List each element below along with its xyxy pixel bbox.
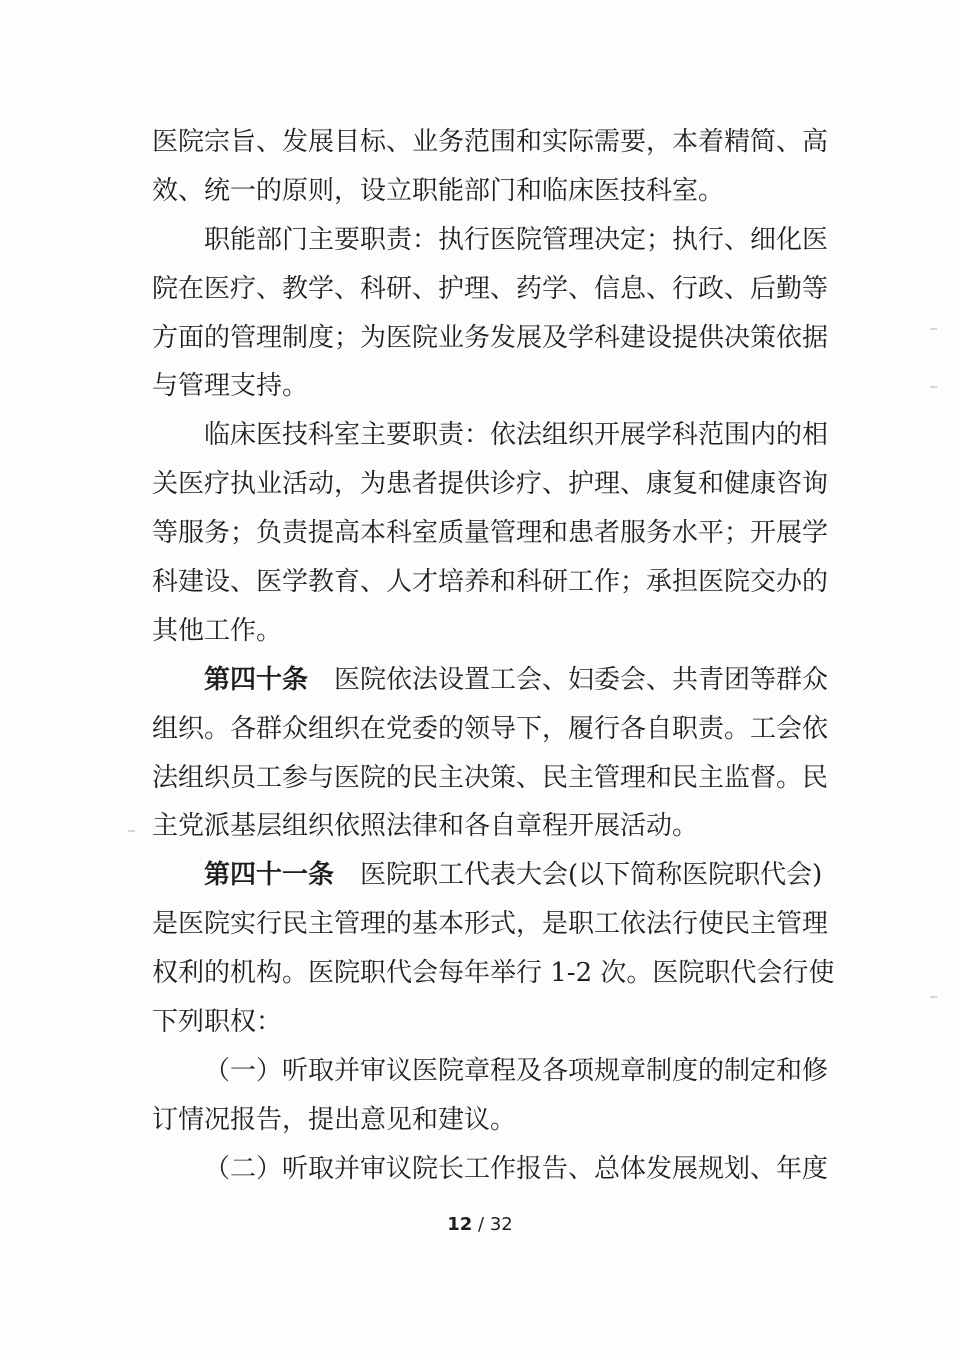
- total-pages: 32: [489, 1214, 513, 1235]
- text-line: 医院宗旨、发展目标、业务范围和实际需要，本着精简、高: [152, 127, 829, 157]
- text-line: 下列职权：: [152, 1007, 283, 1038]
- scan-speck: [930, 996, 937, 998]
- list-item-2: [152, 1145, 829, 1194]
- text-line: 与管理支持。: [152, 371, 309, 402]
- text-line: （一）听取并审议医院章程及各项规章制度的制定和修: [204, 1055, 829, 1086]
- page-number: [0, 1214, 960, 1235]
- text-line: 等服务；负责提高本科室质量管理和患者服务水平；开展学: [152, 518, 829, 549]
- text-line: （二）听取并审议院长工作报告、总体发展规划、年度: [204, 1153, 829, 1184]
- scan-speck: [930, 386, 937, 388]
- text-line: [152, 851, 823, 900]
- scan-speck: [128, 830, 135, 832]
- text-line: 组织。各群众组织在党委的领导下，履行各自职责。工会依: [152, 713, 829, 744]
- article-heading: 第四十一条: [204, 860, 335, 891]
- text-line: 法组织员工参与医院的民主决策、民主管理和民主监督。民: [152, 762, 829, 793]
- article-text: 医院依法设置工会、妇委会、共青团等群众: [334, 664, 829, 695]
- scan-speck: [930, 328, 937, 330]
- text-line: 主党派基层组织依照法律和各自章程开展活动。: [152, 811, 699, 842]
- paragraph-3: [152, 411, 829, 655]
- article-41: [152, 851, 835, 1047]
- text-line: 临床医技科室主要职责：依法组织开展学科范围内的相: [204, 420, 829, 451]
- text-line: [152, 656, 829, 705]
- text-line: 方面的管理制度；为医院业务发展及学科建设提供决策依据: [152, 322, 829, 353]
- text-line: 订情况报告，提出意见和建议。: [152, 1104, 517, 1135]
- article-text: 医院职工代表大会(以下简称医院职代会): [360, 860, 823, 891]
- article-40: [152, 656, 829, 852]
- text-line: 效、统一的原则，设立职能部门和临床医技科室。: [152, 175, 725, 206]
- text-line: 职能部门主要职责：执行医院管理决定；执行、细化医: [204, 224, 829, 255]
- text-line: 关医疗执业活动，为患者提供诊疗、护理、康复和健康咨询: [152, 469, 829, 500]
- text-line: 院在医疗、教学、科研、护理、药学、信息、行政、后勤等: [152, 273, 829, 304]
- text-line: 权利的机构。医院职代会每年举行 1-2 次。医院职代会行使: [152, 958, 835, 989]
- list-item-1: [152, 1047, 829, 1145]
- text-line: 科建设、医学教育、人才培养和科研工作；承担医院交办的: [152, 567, 829, 598]
- page-separator: /: [478, 1214, 485, 1235]
- document-body: [152, 118, 835, 1194]
- article-heading: 第四十条: [204, 664, 309, 695]
- text-line: 其他工作。: [152, 615, 283, 646]
- current-page-number: 12: [447, 1214, 473, 1235]
- paragraph-2: [152, 216, 829, 412]
- text-line: 是医院实行民主管理的基本形式，是职工依法行使民主管理: [152, 909, 829, 940]
- paragraph-1: [152, 118, 829, 216]
